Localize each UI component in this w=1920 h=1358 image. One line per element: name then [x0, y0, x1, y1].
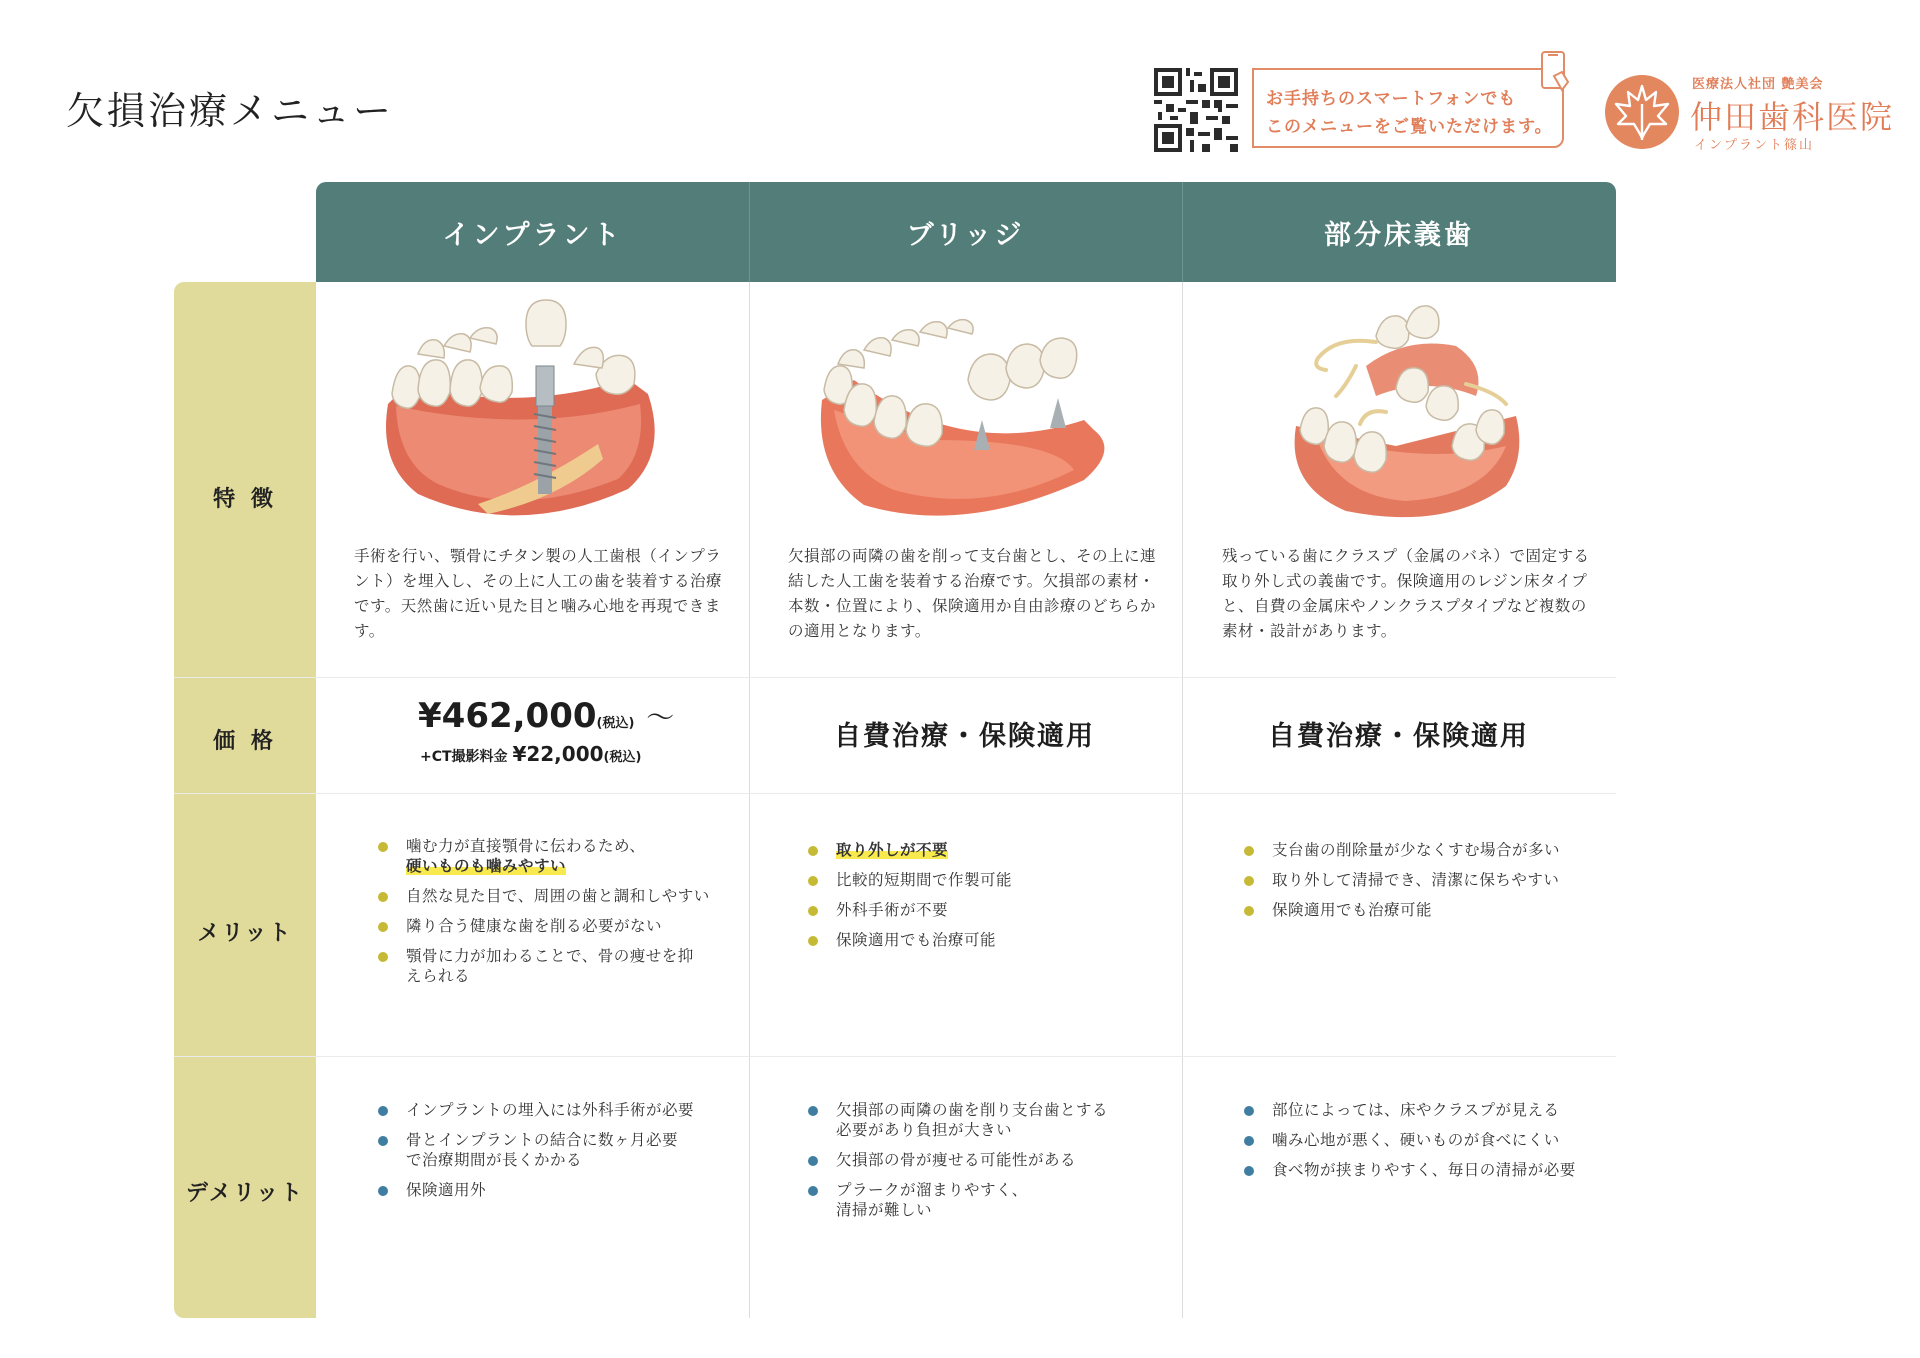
price-implant-suffix: 〜 [646, 701, 675, 734]
demerit-item: 骨とインプラントの結合に数ヶ月必要で治療期間が長くかかる [378, 1130, 686, 1170]
row-label-features: 特 徴 [213, 487, 277, 512]
merit-highlight: 取り外しが不要 [836, 841, 949, 859]
row-divider [174, 677, 1616, 678]
column-header-denture: 部分床義歯 [1324, 219, 1474, 251]
demerit-item: プラークが溜まりやすく、清掃が難しい [808, 1180, 1036, 1220]
row-label-merits: メリット [197, 921, 293, 946]
partial-denture-illustration [1276, 296, 1536, 526]
column-header-implant: インプラント [442, 219, 623, 251]
description-denture: 残っている歯にクラスプ（金属のバネ）で固定する取り外し式の義歯です。保険適用のレジン床タイプと、自費の金属床やノンクラスプタイプなど複数の素材・設計があります。 [1222, 547, 1590, 640]
row-divider [174, 1056, 1616, 1057]
merit-item: 支台歯の削除量が少なくすむ場合が多い [1244, 840, 1584, 860]
smartphone-notice-line1: お手持ちのスマートフォンでも [1266, 89, 1517, 109]
column-header-bar [316, 182, 1616, 282]
row-label-price: 価 格 [213, 729, 277, 754]
demerit-item: インプラントの埋入には外科手術が必要 [378, 1100, 698, 1120]
merit-item: 隣り合う健康な歯を削る必要がない [378, 916, 718, 936]
bridge-illustration [814, 310, 1114, 530]
merit-item: 外科手術が不要 [808, 900, 1148, 920]
demerit-item: 食べ物が挟まりやすく、毎日の清掃が必要 [1244, 1160, 1584, 1180]
merit-list-denture [1244, 840, 1584, 930]
row-label-demerits: デメリット [185, 1181, 305, 1206]
price-implant [418, 696, 674, 736]
implant-illustration [378, 294, 660, 524]
smartphone-notice-line2: このメニューをご覧いただけます。 [1266, 117, 1553, 137]
clinic-logo-icon [1604, 74, 1680, 150]
merit-item: 顎骨に力が加わることで、骨の痩せを抑えられる [378, 946, 696, 986]
price-implant-tax: (税込) [596, 716, 635, 731]
merit-item: 保険適用でも治療可能 [1244, 900, 1584, 920]
description-implant: 手術を行い、顎骨にチタン製の人工歯根（インプラント）を埋入し、その上に人工の歯を装着する治療です。天然歯に近い見た目と噛み心地を再現できます。 [354, 547, 723, 640]
column-divider [1182, 282, 1183, 1318]
smartphone-notice [1252, 68, 1564, 148]
price-bridge: 自費治療・保険適用 [834, 721, 1095, 752]
column-header-bridge: ブリッジ [906, 219, 1025, 251]
smartphone-icon [1540, 50, 1570, 98]
merit-item: 自然な見た目で、周囲の歯と調和しやすい [378, 886, 718, 906]
merit-highlight: 硬いものも噛みやすい [406, 857, 567, 875]
demerit-item: 欠損部の骨が痩せる可能性がある [808, 1150, 1118, 1170]
merit-item: 取り外して清掃でき、清潔に保ちやすい [1244, 870, 1584, 890]
price-ct [420, 742, 641, 766]
description-bridge: 欠損部の両隣の歯を削って支台歯とし、その上に連結した人工歯を装着する治療です。欠損部の素材・本数・位置により、保険適用か自由診療のどちらかの適用となります。 [788, 547, 1157, 640]
price-ct-tax: (税込) [603, 750, 642, 765]
clinic-subtitle: 医療法人社団 艶美会 [1692, 77, 1824, 92]
demerit-item: 噛み心地が悪く、硬いものが食べにくい [1244, 1130, 1584, 1150]
price-implant-value: ¥462,000 [418, 696, 597, 736]
merit-item [808, 840, 1148, 860]
demerit-item: 欠損部の両隣の歯を削り支台歯とする必要があり負担が大きい [808, 1100, 1116, 1140]
page-title: 欠損治療メニュー [66, 89, 395, 133]
demerit-item: 部位によっては、床やクラスプが見える [1244, 1100, 1584, 1120]
price-ct-label: +CT撮影料金 [420, 749, 508, 765]
merit-item: 噛む力が直接顎骨に伝わるため、 硬いものも噛みやすい [378, 836, 718, 876]
clinic-tagline: インプラント篠山 [1694, 138, 1815, 153]
row-divider [174, 793, 1616, 794]
demerit-item: 保険適用外 [378, 1180, 698, 1200]
demerit-list-denture [1244, 1100, 1584, 1190]
merit-item: 保険適用でも治療可能 [808, 930, 1148, 950]
merit-item: 比較的短期間で作製可能 [808, 870, 1148, 890]
merit-list-bridge [808, 840, 1148, 960]
demerit-list-bridge [808, 1100, 1118, 1230]
price-ct-value: ¥22,000 [512, 742, 604, 766]
demerit-list-implant [378, 1100, 698, 1210]
merit-list-implant [378, 836, 718, 996]
qr-code-icon[interactable] [1154, 68, 1238, 152]
price-denture: 自費治療・保険適用 [1268, 721, 1529, 752]
column-divider [749, 282, 750, 1318]
clinic-name: 仲田歯科医院 [1690, 98, 1895, 136]
row-label-column [174, 282, 316, 1318]
